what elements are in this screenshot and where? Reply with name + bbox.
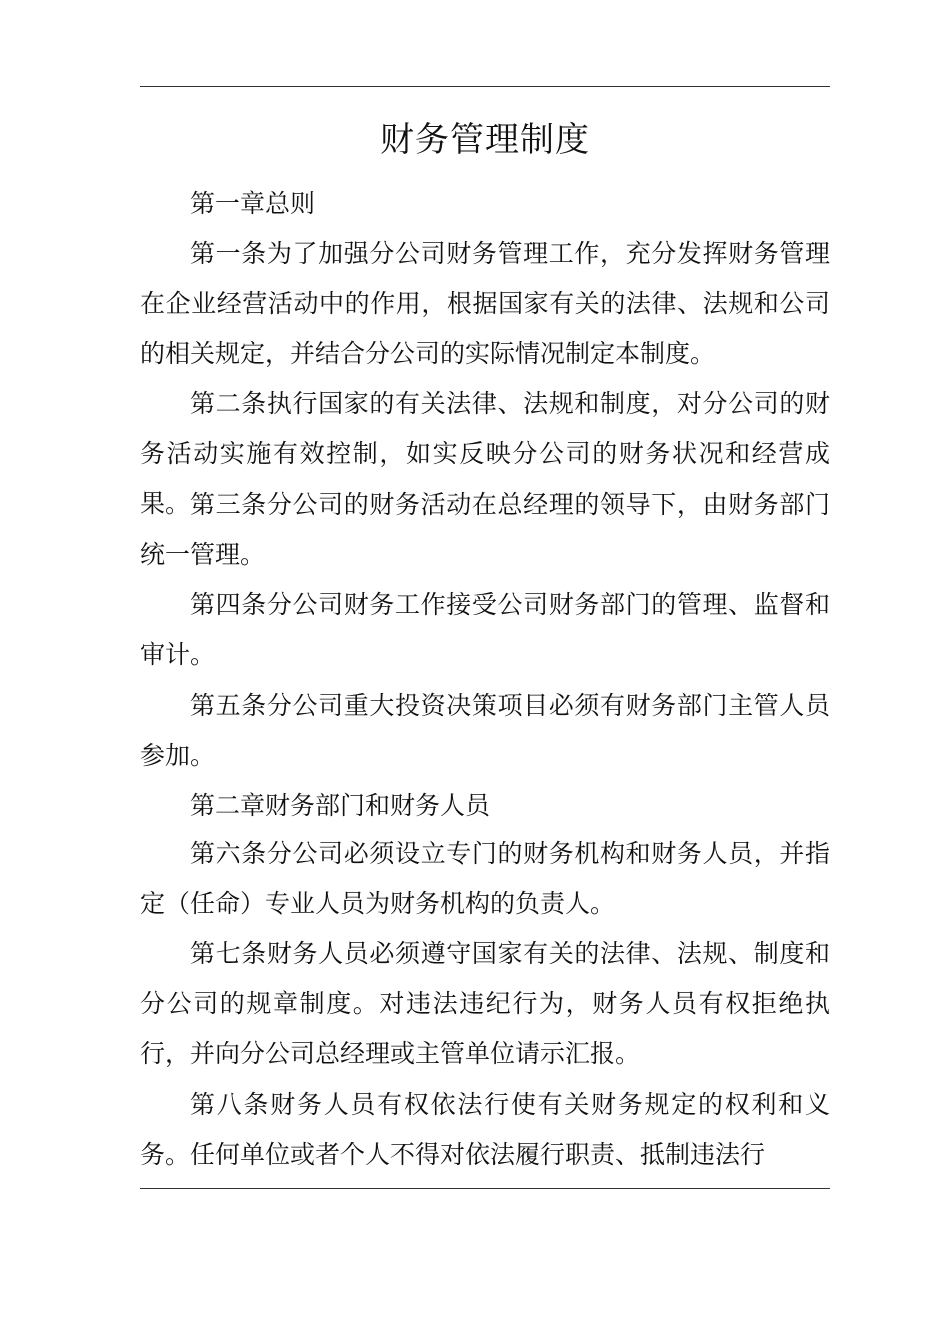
chapter-heading-1: 第一章总则 [190,189,316,218]
article-8: 第八条财务人员有权依法行使有关财务规定的权利和义务。任何单位或者个人不得对依法履行职责、抵制违法行 [140,1090,830,1169]
footer-rule [140,1188,830,1189]
article-3: 第三条分公司的财务活动在总经理的领导下，由财务部门统一管理。 [140,490,830,569]
chapter-heading-2: 第二章财务部门和财务人员 [190,791,491,820]
article-2: 第二条执行国家的有关法律、法规和制度，对分公司的财务活动实施有效控制，如实反映分公司的财务状况和经营成果。 [140,389,830,518]
article-7: 第七条财务人员必须遵守国家有关的法律、法规、制度和分公司的规章制度。对违法违纪行为，财务人员有权拒绝执行，并向分公司总经理或主管单位请示汇报。 [140,939,830,1068]
document-title: 财务管理制度 [380,120,590,160]
header-rule [140,86,830,87]
article-4: 第四条分公司财务工作接受公司财务部门的管理、监督和审计。 [140,590,830,669]
article-5: 第五条分公司重大投资决策项目必须有财务部门主管人员参加。 [140,691,830,770]
article-1: 第一条为了加强分公司财务管理工作，充分发挥财务管理在企业经营活动中的作用，根据国家有关的法律、法规和公司的相关规定，并结合分公司的实际情况制定本制度。 [140,239,830,368]
article-6: 第六条分公司必须设立专门的财务机构和财务人员，并指定（任命）专业人员为财务机构的负责人。 [140,839,830,918]
